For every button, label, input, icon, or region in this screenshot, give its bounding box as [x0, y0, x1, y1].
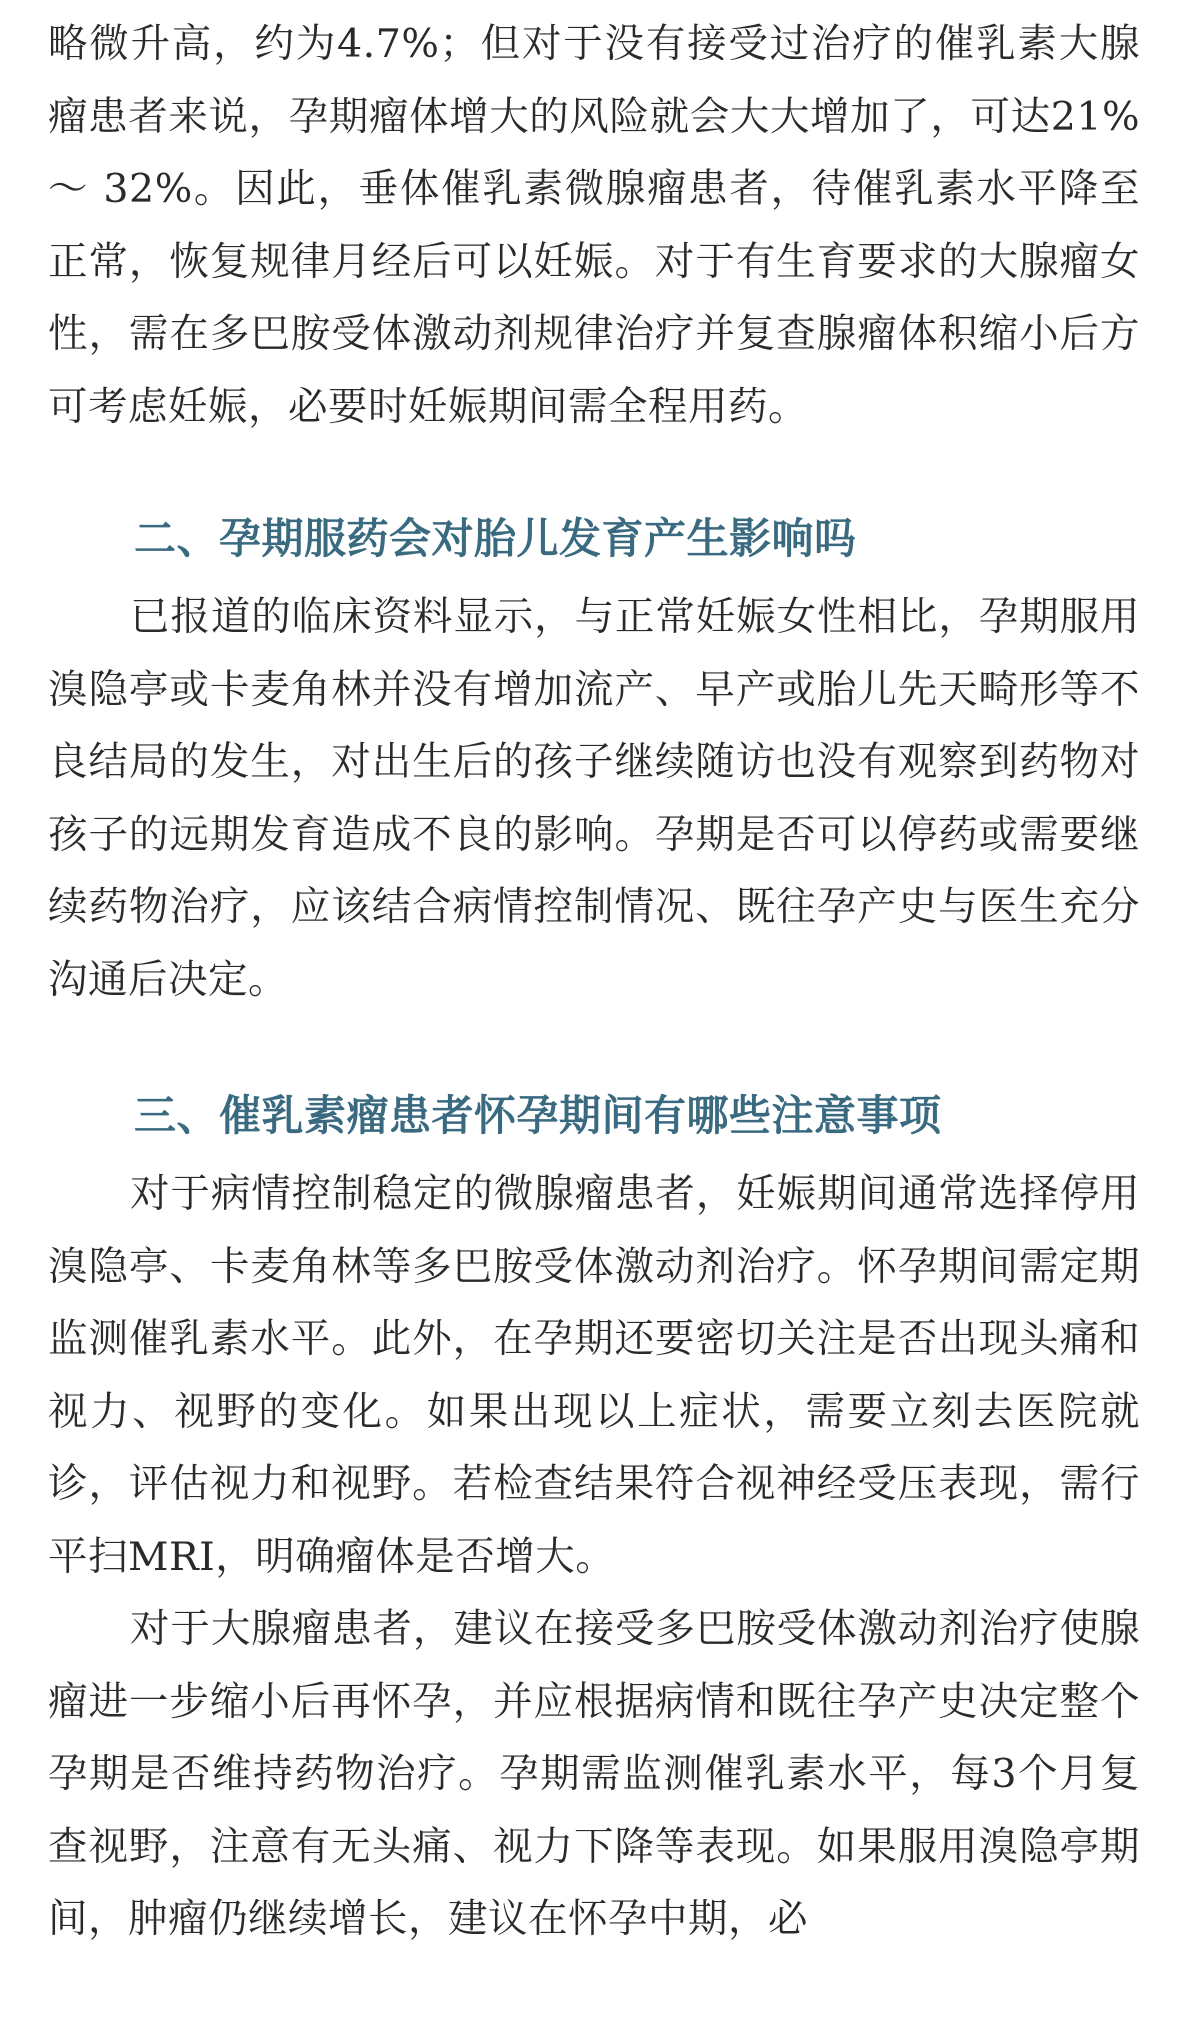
section-heading-medication-effects: 二、孕期服药会对胎儿发育产生影响吗: [134, 514, 857, 563]
paragraph-medication-effects: 已报道的临床资料显示，与正常妊娠女性相比，孕期服用溴隐亭或卡麦角林并没有增加流产、早产或胎儿先天畸形等不良结局的发生，对出生后的孩子继续随访也没有观察到药物对孩子的远期发育造成不良的影响。孕期是否可以停药或需要继续药物治疗，应该结合病情控制情况、既往孕产史与医生充分沟通后决定。: [48, 594, 1140, 1003]
document-page: [48, 8, 1140, 1956]
paragraph-macroadenoma-precautions: 对于大腺瘤患者，建议在接受多巴胺受体激动剂治疗使腺瘤进一步缩小后再怀孕，并应根据病情和既往孕产史决定整个孕期是否维持药物治疗。孕期需监测催乳素水平，每3个月复查视野，注意有无头痛、视力下降等表现。如果服用溴隐亭期间，肿瘤仍继续增长，建议在怀孕中期，必: [48, 1606, 1140, 1942]
paragraph-pregnancy-risk: 略微升高，约为4.7%；但对于没有接受过治疗的催乳素大腺瘤患者来说，孕期瘤体增大的风险就会大大增加了，可达21% ～ 32%。因此，垂体催乳素微腺瘤患者，待催乳素水平降至正常，恢复规律月经后可以妊娠。对于有生育要求的大腺瘤女性，需在多巴胺受体激动剂规律治疗并复查腺瘤体积缩小后方可考虑妊娠，必要时妊娠期间需全程用药。: [48, 21, 1140, 430]
section-heading-pregnancy-precautions: 三、催乳素瘤患者怀孕期间有哪些注意事项: [134, 1091, 942, 1140]
paragraph-microadenoma-precautions: 对于病情控制稳定的微腺瘤患者，妊娠期间通常选择停用溴隐亭、卡麦角林等多巴胺受体激动剂治疗。怀孕期间需定期监测催乳素水平。此外，在孕期还要密切关注是否出现头痛和视力、视野的变化。如果出现以上症状，需要立刻去医院就诊，评估视力和视野。若检查结果符合视神经受压表现，需行平扫MRI，明确瘤体是否增大。: [48, 1171, 1140, 1580]
